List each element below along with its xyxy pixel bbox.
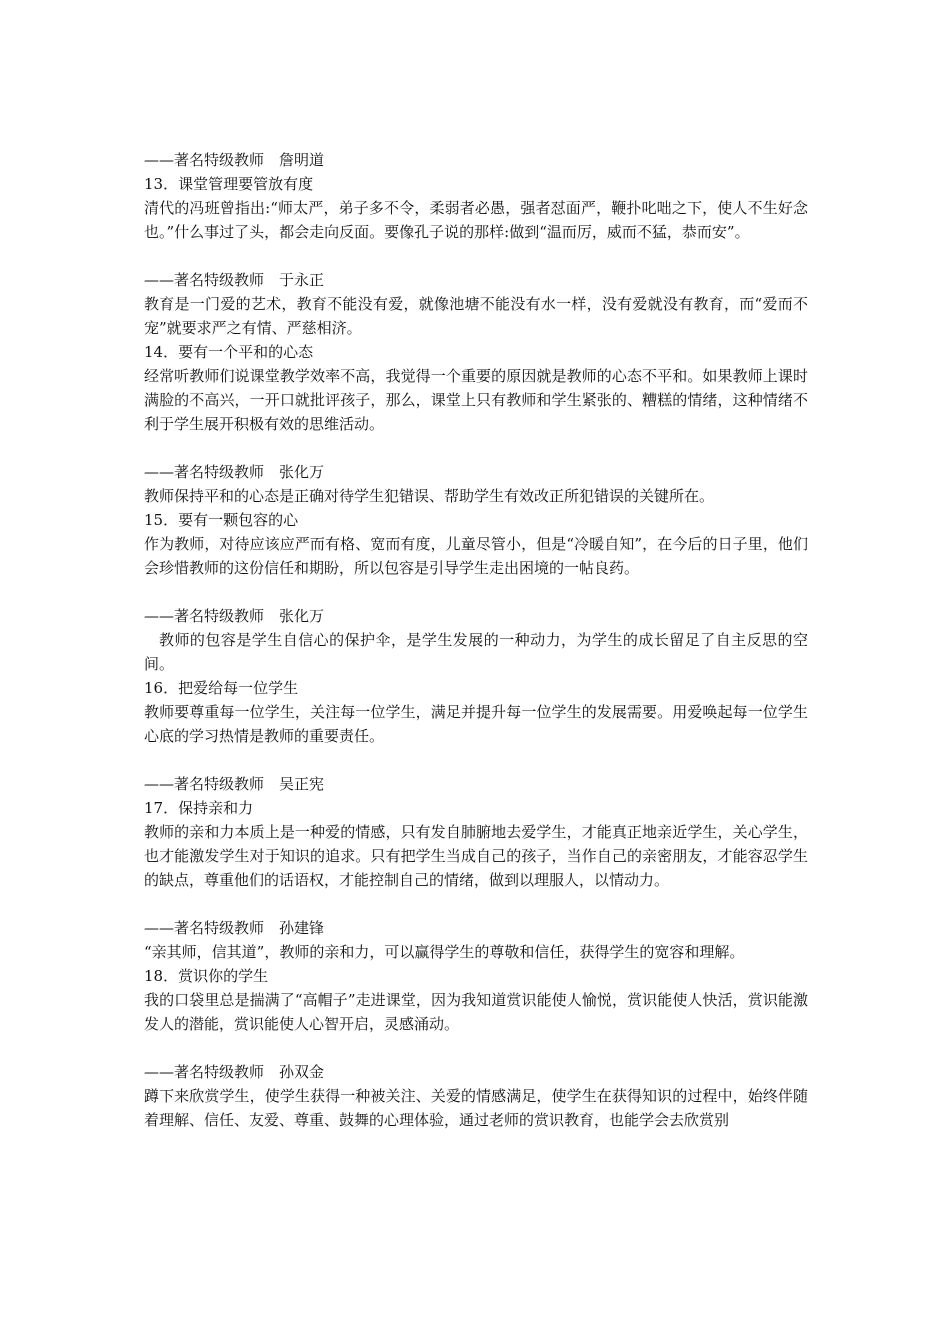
attribution: ——著名特级教师 詹明道 <box>144 151 325 169</box>
paragraph: 教师要尊重每一位学生，关注每一位学生，满足并提升每一位学生的发展需要。用爱唤起每一位学生心底的学习热情是教师的重要责任。 <box>144 703 808 745</box>
section-heading: 17．保持亲和力 <box>144 799 254 817</box>
paragraph: 教师保持平和的心态是正确对待学生犯错误、帮助学生有效改正所犯错误的关键所在。 <box>144 487 715 505</box>
attribution: ——著名特级教师 孙双金 <box>144 1063 325 1081</box>
paragraph: “亲其师，信其道”，教师的亲和力，可以赢得学生的尊敬和信任，获得学生的宽容和理解。 <box>144 943 745 961</box>
paragraph: 经常听教师们说课堂教学效率不高，我觉得一个重要的原因就是教师的心态不平和。如果教师上课时满脸的不高兴，一开口就批评孩子，那么，课堂上只有教师和学生紧张的、糟糕的情绪，这种情绪不利于学生展开积极有效的思维活动。 <box>144 367 808 433</box>
section-heading: 18．赏识你的学生 <box>144 967 269 985</box>
attribution: ——著名特级教师 孙建锋 <box>144 919 325 937</box>
blank-line <box>144 748 808 772</box>
paragraph: 我的口袋里总是揣满了“高帽子”走进课堂，因为我知道赏识能使人愉悦，赏识能使人快活，赏识能激发人的潜能，赏识能使人心智开启，灵感涌动。 <box>144 991 808 1033</box>
blank-line <box>144 580 808 604</box>
blank-line <box>144 244 808 268</box>
section-heading: 15．要有一颗包容的心 <box>144 511 299 529</box>
paragraph: 教师的亲和力本质上是一种爱的情感，只有发自肺腑地去爱学生，才能真正地亲近学生，关心学生，也才能激发学生对于知识的追求。只有把学生当成自己的孩子，当作自己的亲密朋友，才能容忍学生的缺点，尊重他们的话语权，才能控制自己的情绪，做到以理服人，以情动力。 <box>144 823 808 889</box>
blank-line <box>144 1036 808 1060</box>
attribution: ——著名特级教师 于永正 <box>144 271 325 289</box>
paragraph: 蹲下来欣赏学生，使学生获得一种被关注、关爱的情感满足，使学生在获得知识的过程中，始终伴随着理解、信任、友爱、尊重、鼓舞的心理体验，通过老师的赏识教育，也能学会去欣赏别 <box>144 1087 808 1129</box>
section-heading: 14．要有一个平和的心态 <box>144 343 314 361</box>
attribution: ——著名特级教师 吴正宪 <box>144 775 325 793</box>
paragraph: 教师的包容是学生自信心的保护伞，是学生发展的一种动力，为学生的成长留足了自主反思的空间。 <box>144 631 808 673</box>
section-heading: 16．把爱给每一位学生 <box>144 679 299 697</box>
attribution: ——著名特级教师 张化万 <box>144 463 325 481</box>
document-page <box>144 148 808 1132</box>
paragraph: 教育是一门爱的艺术，教育不能没有爱，就像池塘不能没有水一样，没有爱就没有教育，而“爱而不宠”就要求严之有情、严慈相济。 <box>144 295 808 337</box>
attribution: ——著名特级教师 张化万 <box>144 607 325 625</box>
blank-line <box>144 436 808 460</box>
paragraph: 作为教师，对待应该应严而有格、宽而有度，儿童尽管小，但是“冷暖自知”，在今后的日子里，他们会珍惜教师的这份信任和期盼，所以包容是引导学生走出困境的一帖良药。 <box>144 535 808 577</box>
blank-line <box>144 892 808 916</box>
paragraph: 清代的冯班曾指出:“师太严，弟子多不令，柔弱者必愚，强者怼面严，鞭扑叱咄之下，使人不生好念也。”什么事过了头，都会走向反面。要像孔子说的那样:做到“温而厉，威而不猛，恭而安”。 <box>144 199 808 241</box>
section-heading: 13．课堂管理要管放有度 <box>144 175 314 193</box>
